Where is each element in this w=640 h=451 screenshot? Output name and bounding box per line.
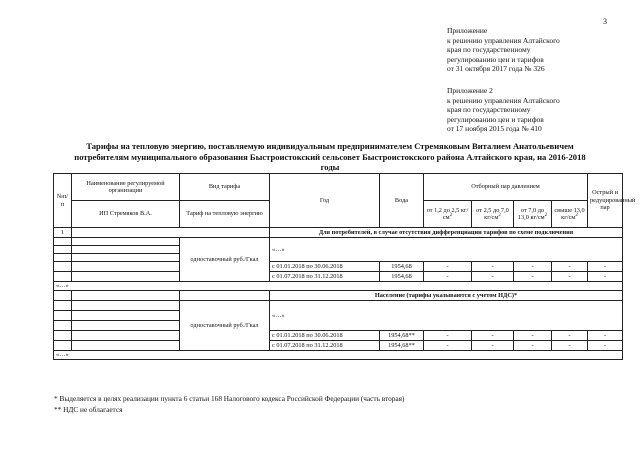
approval-line: края по государственному: [447, 45, 531, 54]
table-row: с 01.07.2018 по 31.12.2018 1954,68** - - - - -: [54, 341, 623, 351]
approval-line: от 17 ноября 2015 года № 410: [447, 124, 542, 133]
approval-line: к решению управления Алтайского: [447, 95, 560, 105]
header-org: Наименование регулируемой организации: [72, 174, 180, 201]
header-sharp-steam: Острый и редуцированный пар: [588, 174, 623, 228]
section-1-heading: Для потребителей, в случае отсутствия дифференциации тарифов по схеме подключения: [270, 228, 623, 238]
section-1-unit: одноставочный руб./Гкал: [180, 238, 270, 282]
document-title: [40, 141, 620, 173]
table-row: с 01.07.2018 по 31.12.2018 1954,68 - - - - -: [54, 272, 623, 282]
header-water: Вода: [380, 174, 424, 228]
title-line: Тарифы на тепловую энергию, поставляемую индивидуальным предпринимателем Стремяковым Виталием Анатольевичем: [86, 141, 574, 151]
approval-line: регулированию цен и тарифов: [447, 54, 544, 64]
between-ellipsis: «…»: [54, 282, 623, 291]
header-steam-3: от 7,0 до 13,0 $кг/см^2$: [514, 201, 552, 228]
approval-line: края по государственному: [447, 105, 531, 114]
title-line: годы: [320, 162, 340, 172]
org-number: 1: [54, 228, 72, 238]
header-tariff-type: Вид тарифа: [180, 174, 270, 201]
footnote-vat-exempt: ** НДС не облагается: [54, 405, 123, 414]
header-steam-4: свыше 13,0 $кг/см^2$: [552, 201, 588, 228]
header-steam-2: от 2,5 до 7,0 $кг/см^2$: [472, 201, 514, 228]
table-row: с 01.01.2018 по 30.06.2018 1954,68 - - - - -: [54, 262, 623, 272]
approval-block-2: [447, 86, 560, 134]
footnote-vat: * Выделяется в целях реализации пункта 6 статьи 168 Налогового кодекса Российской Федерации (часть вторая): [54, 394, 405, 403]
end-ellipsis: «…»: [54, 351, 623, 360]
header-num: №п/п: [54, 174, 72, 228]
header-year: Год: [270, 174, 380, 228]
org-name: ИП Стремяков В.А.: [72, 201, 180, 228]
tariff-table: [53, 173, 636, 360]
approval-line: от 31 октября 2017 года № 326: [447, 64, 545, 73]
header-steam: Отборный пар давлением: [424, 174, 588, 201]
title-line: потребителям муниципального образования Быстроистокский сельсовет Быстроистокского района Алтайского края, на 2016-2018: [74, 151, 586, 162]
page-number: 3: [603, 17, 607, 26]
approval-line: регулированию цен и тарифов: [447, 114, 544, 124]
section-2-heading: Население (тарифы указываются с учетом НДС)*: [270, 291, 623, 301]
approval-line: к решению управления Алтайского: [447, 35, 560, 45]
org-tariff-type: Тариф на тепловую энергию: [180, 201, 270, 228]
table-row: с 01.01.2018 по 30.06.2018 1954,68** - - - - -: [54, 331, 623, 341]
section-2-ellipsis: «…»: [270, 301, 623, 331]
section-2-unit: одноставочный руб./Гкал: [180, 301, 270, 351]
approval-line: Приложение: [447, 26, 488, 35]
approval-line: Приложение 2: [447, 86, 493, 95]
section-1-ellipsis: «…»: [270, 238, 623, 262]
approval-block-1: [447, 26, 560, 74]
header-steam-1: от 1,2 до 2,5 $кг/см^2$: [424, 201, 472, 228]
